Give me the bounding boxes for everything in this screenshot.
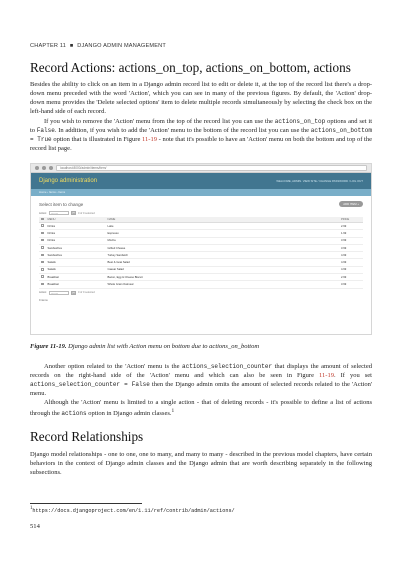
table-row: [39, 244, 363, 251]
cell-price: 4.99: [339, 259, 363, 266]
checkbox-icon[interactable]: [41, 246, 44, 249]
table-row: [39, 274, 363, 281]
figure-link-11-19[interactable]: 11-19: [142, 136, 157, 144]
action-label: Action:: [39, 291, 47, 295]
code-actions: actions: [61, 410, 87, 418]
checkbox-icon[interactable]: [41, 261, 44, 264]
cell-menu[interactable]: Sandwiches: [46, 252, 106, 259]
changelist-content: [31, 196, 371, 335]
footnote-url[interactable]: https://docs.djangoproject.com/en/1.11/ref/contrib/admin/actions/: [32, 507, 235, 514]
text-run: option that is illustrated in Figure: [51, 136, 143, 144]
code-actions-on-top: actions_on_top: [274, 118, 326, 125]
action-bar-bottom: [39, 289, 363, 297]
text-run: options and set it to: [30, 118, 373, 135]
cell-name: Grilled Cheese: [106, 244, 340, 251]
code-false: False: [36, 127, 55, 135]
cell-price: 3.99: [339, 244, 363, 251]
reload-icon[interactable]: [49, 166, 53, 170]
table-row: [39, 237, 363, 244]
table-row: [39, 252, 363, 259]
cell-name: Caesar Salad: [106, 266, 340, 273]
cell-name: Turkey Sandwich: [106, 252, 340, 259]
cell-price: 2.99: [339, 223, 363, 230]
code-counter-false: actions_selection_counter = False: [30, 381, 150, 389]
section-title-record-relationships: Record Relationships: [30, 429, 144, 444]
cell-price: 2.99: [339, 274, 363, 281]
column-header-menu[interactable]: MENU: [46, 217, 106, 223]
cell-name: Bacon, Egg & Cheese Biscuit: [106, 274, 340, 281]
footnote: [30, 506, 235, 514]
checkbox-icon[interactable]: [41, 283, 44, 286]
checkbox-icon[interactable]: [41, 218, 44, 221]
admin-header: [31, 173, 371, 189]
column-header-price[interactable]: PRICE: [339, 217, 363, 223]
go-button-bottom[interactable]: Go: [71, 291, 76, 295]
paragraph-actions-list: [30, 398, 372, 418]
figure-link-11-19[interactable]: 11-19: [319, 372, 334, 380]
table-row: [39, 223, 363, 230]
checkbox-icon[interactable]: [41, 254, 44, 257]
user-tools[interactable]: WELCOME, ADMIN. VIEW SITE / CHANGE PASSWORD / LOG OUT: [276, 179, 363, 183]
paragraph-actions-intro: Besides the ability to click on an item in a Django admin record list to edit or delete it, at the top of the record list there's a drop-down menu preceded with the word 'Action', which you can see in many of the previous figures. By default, the 'Action' drop-down menu provides the 'Delete selected options' item to delete multiple records simultaneously by selecting the check box on the left-hand side of each record.: [30, 81, 372, 116]
cell-menu[interactable]: Drinks: [46, 223, 106, 230]
go-button[interactable]: Go: [71, 212, 76, 215]
cell-menu[interactable]: Breakfast: [46, 281, 106, 288]
paragraph-relationships: Django model relationships - one to one, one to many, and many to many - described in the previous model chapters, have certain behaviors in the context of Django admin classes and the Django admin that are worth describing separately in the following subsections.: [30, 451, 372, 477]
paragraph-selection-counter: [30, 362, 372, 398]
text-run: . If you set: [333, 372, 372, 380]
cell-name: Espresso: [106, 230, 340, 237]
page-number: 514: [30, 523, 40, 530]
cell-menu[interactable]: Drinks: [46, 237, 106, 244]
action-select-bottom[interactable]: ---------: [49, 291, 69, 295]
selection-counter: 0 of 9 selected: [77, 211, 95, 215]
code-actions-selection-counter: actions_selection_counter: [182, 363, 273, 370]
cell-price: 4.99: [339, 252, 363, 259]
footnote-ref[interactable]: 1: [171, 408, 175, 415]
section-title-record-actions: Record Actions: actions_on_top, actions_on_bottom, actions: [30, 60, 351, 75]
text-run: that displays the amount of selected records on the right-hand side of the 'Action' menu and which can also be seen in Figure: [30, 363, 373, 380]
table-row: [39, 259, 363, 266]
breadcrumb[interactable]: Home › Items › Items: [31, 189, 371, 196]
table-row: [39, 281, 363, 288]
checkbox-icon[interactable]: [41, 239, 44, 242]
footnote-number: 1: [30, 506, 33, 511]
cell-menu[interactable]: Salads: [46, 259, 106, 266]
cell-price: 3.99: [339, 281, 363, 288]
cell-price: 1.99: [339, 230, 363, 237]
cell-menu[interactable]: Breakfast: [46, 274, 106, 281]
page-title: Select item to change: [39, 201, 84, 207]
cell-name: Latte: [106, 223, 340, 230]
cell-price: 4.99: [339, 266, 363, 273]
cell-menu[interactable]: Drinks: [46, 230, 106, 237]
checkbox-icon[interactable]: [41, 275, 44, 278]
chapter-header: [30, 43, 166, 49]
cell-price: 3.99: [339, 237, 363, 244]
action-select[interactable]: ---------: [49, 211, 69, 215]
cell-menu[interactable]: Sandwiches: [46, 244, 106, 251]
paragraph-actions-options: [30, 117, 372, 153]
admin-brand[interactable]: Django administration: [39, 178, 98, 184]
caption-label: Figure 11-19.: [30, 343, 67, 350]
cell-name: Whole Grain Oatmeal: [106, 281, 340, 288]
text-run: . In addition, if you wish to add the 'Action' menu to the bottom of the record list you can use the: [54, 127, 311, 135]
text-run: - note that it's possible to have an 'Action' menu on both the bottom and top of the record list page.: [30, 136, 373, 153]
result-count: 9 items: [39, 298, 48, 302]
cell-name: Mocha: [106, 237, 340, 244]
browser-toolbar: [31, 164, 371, 173]
footnote-divider: [30, 503, 142, 504]
text-run: then the Django admin omits the amount of selected records related to the 'Action' menu.: [30, 381, 372, 398]
address-bar[interactable]: localhost:8000/admin/items/item/: [56, 165, 367, 171]
selection-counter-bottom: 0 of 9 selected: [77, 291, 95, 295]
figure-caption: [30, 343, 259, 350]
table-row: [39, 266, 363, 273]
caption-text: Django admin list with Action menu on bottom due to actions_on_bottom: [66, 343, 260, 350]
results-table: [39, 217, 363, 289]
text-run: option in Django admin classes.: [86, 410, 172, 418]
text-run: If you wish to remove the 'Action' menu from the top of the record list you can use the: [44, 118, 275, 125]
action-bar-top: [39, 209, 363, 217]
forward-icon[interactable]: [42, 166, 46, 170]
text-run: Although the 'Action' menu is limited to a single action - that of deleting records - it's possible to define a list of actions through the: [30, 399, 372, 418]
cell-menu[interactable]: Salads: [46, 266, 106, 273]
column-header-name[interactable]: NAME: [106, 217, 340, 223]
checkbox-icon[interactable]: [41, 232, 44, 235]
checkbox-icon[interactable]: [41, 268, 44, 271]
chapter-separator: ■: [69, 43, 74, 49]
cell-name: Beet & Goat Salad: [106, 259, 340, 266]
figure-screenshot: [30, 163, 372, 335]
code-actions-on-bottom: actions_on_bottom = True: [30, 127, 373, 144]
content-header: [39, 199, 363, 209]
chapter-number: CHAPTER 11: [30, 43, 67, 49]
text-run: Another option related to the 'Action' menu is the: [44, 363, 183, 370]
checkbox-icon[interactable]: [41, 224, 44, 227]
back-icon[interactable]: [35, 166, 39, 170]
action-label: Action:: [39, 211, 47, 215]
chapter-title: DJANGO ADMIN MANAGEMENT: [77, 43, 167, 49]
add-item-button[interactable]: ADD ITEM +: [339, 201, 363, 207]
table-row: [39, 230, 363, 237]
